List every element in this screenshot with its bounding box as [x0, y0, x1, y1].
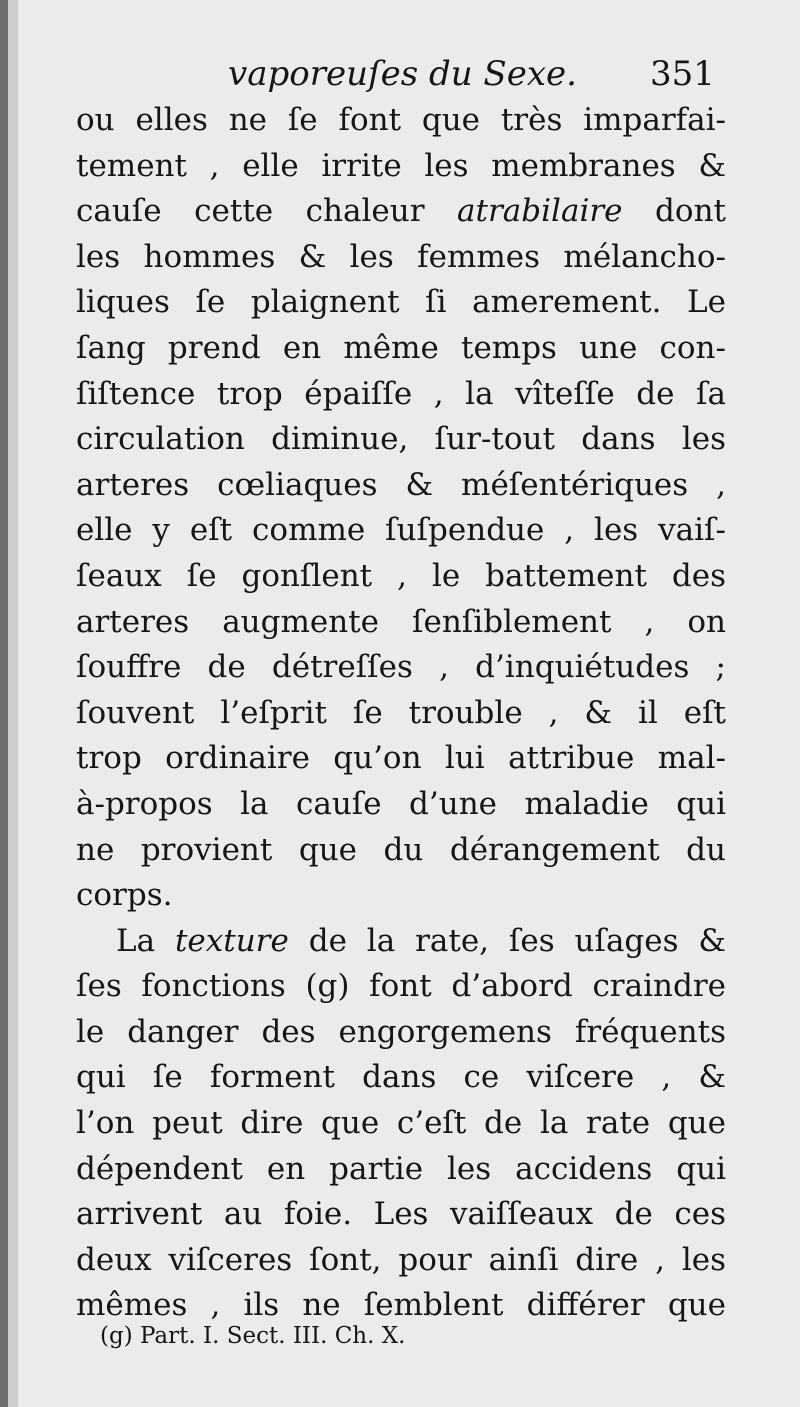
text-segment: de la rate, ſes uſages & — [308, 922, 727, 959]
italic-term: texture — [174, 922, 289, 959]
footnote: (g) Part. I. Sect. III. Ch. X. — [100, 1323, 406, 1349]
text-line: arteres cœliaques & méſentériques , — [76, 466, 726, 503]
text-segment: La — [116, 922, 175, 959]
text-line: corps. — [76, 877, 173, 914]
text-line: tement , elle irrite les membranes & — [76, 147, 726, 184]
text-line: ſouffre de détreſſes , d’inquiétudes ; — [76, 649, 726, 686]
paragraph-start — [76, 919, 726, 965]
text-line: l’on peut dire que c’eſt de la rate que — [76, 1105, 726, 1142]
text-line: le danger des engorgemens fréquents — [76, 1013, 726, 1050]
text-line: ſes fonctions (g) font d’abord craindre — [76, 968, 726, 1005]
running-title: vaporeuſes du Sexe. — [228, 54, 577, 94]
text-line: deux viſceres ſont, pour ainſi dire , les — [76, 1241, 726, 1278]
text-line: qui ſe forment dans ce viſcere , & — [76, 1059, 726, 1096]
text-line: liques ſe plaignent ſi amerement. Le — [76, 284, 726, 321]
text-line: elle y eſt comme ſuſpendue , les vaiſ- — [76, 512, 726, 549]
italic-term: atrabilaire — [457, 193, 623, 230]
page-gutter-shadow — [0, 0, 8, 1407]
text-line: ſeaux ſe gonſlent , le battement des — [76, 557, 726, 594]
text-line: à-propos la cauſe d’une maladie qui — [76, 785, 726, 822]
text-line: les hommes & les femmes mélancho- — [76, 238, 726, 275]
text-line: arrivent au foie. Les vaiſſeaux de ces — [76, 1196, 726, 1233]
text-line: arteres augmente ſenſiblement , on — [76, 603, 726, 640]
text-line: ſang prend en même temps une con- — [76, 329, 726, 366]
text-line: trop ordinaire qu’on lui attribue mal- — [76, 740, 726, 777]
text-line: ou elles ne ſe font que très imparfai- — [76, 102, 726, 138]
text-line: mêmes , ils ne ſemblent différer que — [76, 1287, 726, 1324]
text-line: dépendent en partie les accidens qui — [76, 1150, 726, 1187]
text-line — [76, 189, 726, 235]
text-line: ſiſtence trop épaiſſe , la vîteſſe de ſa — [76, 375, 726, 412]
text-line: ne provient que du dérangement du — [76, 831, 726, 868]
text-segment: dont — [622, 193, 726, 230]
text-line: ſouvent l’eſprit ſe trouble , & il eſt — [76, 694, 726, 731]
page-number: 351 — [650, 54, 715, 94]
text-segment: cauſe cette chaleur — [76, 193, 458, 230]
text-line: circulation diminue, ſur-tout dans les — [76, 421, 726, 458]
page-gutter-fold — [8, 0, 18, 1407]
body-text — [76, 98, 726, 1329]
